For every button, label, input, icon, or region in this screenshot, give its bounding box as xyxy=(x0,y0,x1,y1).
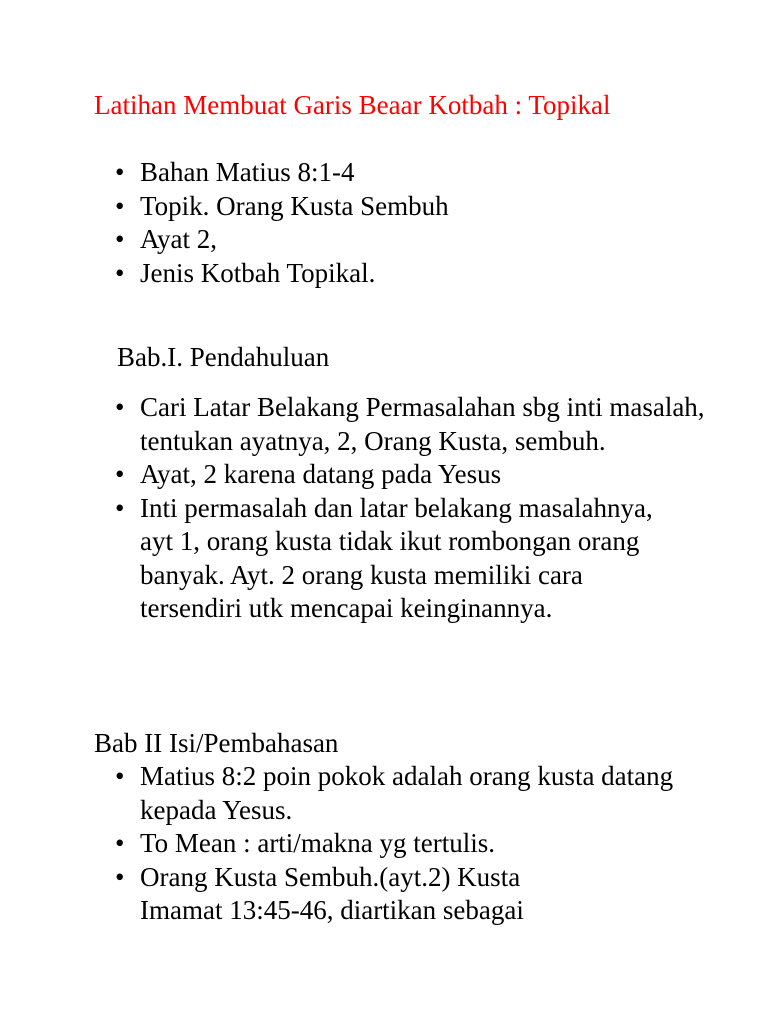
isi-list xyxy=(115,760,690,928)
list-item: • Ayat 2, xyxy=(115,223,715,257)
list-item: • Topik. Orang Kusta Sembuh xyxy=(115,190,715,224)
list-item: • Cari Latar Belakang Permasalahan sbg inti masalah, tentukan ayatnya, 2, Orang Kusta, sembuh. xyxy=(115,391,705,458)
pendahuluan-list xyxy=(115,391,705,626)
list-item: • Matius 8:2 poin pokok adalah orang kusta datang kepada Yesus. xyxy=(115,760,690,827)
list-item: • Ayat, 2 karena datang pada Yesus xyxy=(115,458,705,492)
list-item: • To Mean : arti/makna yg tertulis. xyxy=(115,827,690,861)
list-item: • Bahan Matius 8:1-4 xyxy=(115,156,715,190)
document-title: Latihan Membuat Garis Beaar Kotbah : Topikal xyxy=(94,90,611,120)
section-heading-pendahuluan: Bab.I. Pendahuluan xyxy=(117,342,330,372)
list-item: • Orang Kusta Sembuh.(ayt.2) Kusta Imamat 13:45-46, diartikan sebagai xyxy=(115,861,690,928)
section-heading-isi: Bab II Isi/Pembahasan xyxy=(94,728,339,758)
list-item: • Jenis Kotbah Topikal. xyxy=(115,257,715,291)
list-item: • Inti permasalah dan latar belakang masalahnya, ayt 1, orang kusta tidak ikut rombongan orang banyak. Ayt. 2 orang kusta memiliki cara tersendiri utk mencapai keinginannya. xyxy=(115,492,705,626)
intro-list xyxy=(115,156,715,290)
